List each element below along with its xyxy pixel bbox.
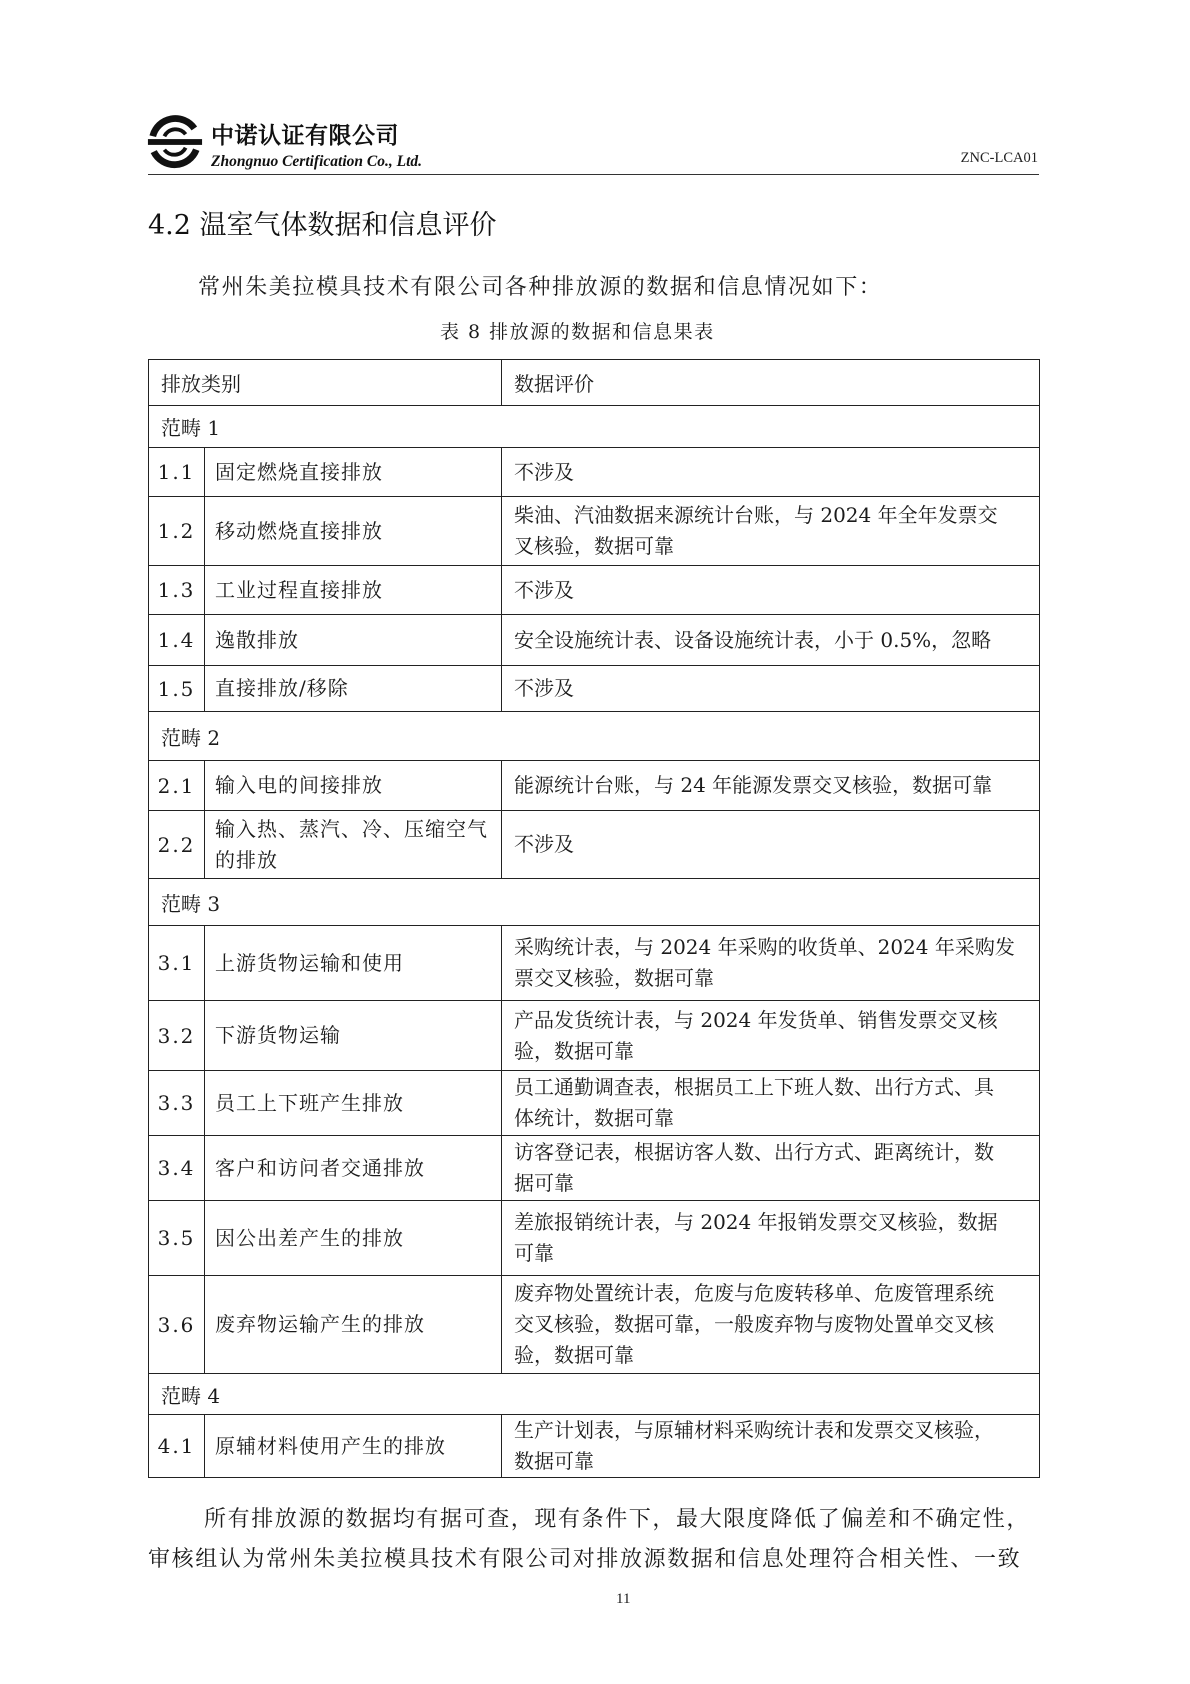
conclusion-paragraph-line: 审核组认为常州朱美拉模具技术有限公司对排放源数据和信息处理符合相关性、一致 bbox=[148, 1547, 1022, 1572]
evaluation-line: 能源统计台账，与 24 年能源发票交叉核验，数据可靠 bbox=[514, 773, 993, 797]
source-name bbox=[205, 1001, 502, 1071]
table-row bbox=[149, 566, 1040, 615]
table-row bbox=[149, 1136, 1040, 1201]
category-row bbox=[149, 712, 1040, 761]
evaluation-line: 员工通勤调查表，根据员工上下班人数、出行方式、具 bbox=[514, 1075, 994, 1099]
emission-source-table bbox=[148, 359, 1039, 1478]
category-row bbox=[149, 1374, 1040, 1415]
row-number: 4.1 bbox=[149, 1415, 205, 1478]
document-code: ZNC-LCA01 bbox=[960, 150, 1038, 166]
source-name-line: 原辅材料使用产生的排放 bbox=[215, 1433, 446, 1458]
source-name-line: 客户和访问者交通排放 bbox=[215, 1155, 425, 1180]
source-name-line: 输入热、蒸汽、冷、压缩空气 bbox=[215, 816, 488, 841]
header-emission-category: 排放类别 bbox=[149, 360, 502, 406]
source-name-line: 上游货物运输和使用 bbox=[215, 950, 404, 975]
row-number: 1.5 bbox=[149, 666, 205, 712]
evaluation-line: 不涉及 bbox=[514, 459, 574, 484]
data-evaluation bbox=[502, 497, 1040, 566]
source-name-line: 输入电的间接排放 bbox=[215, 773, 383, 797]
category-row bbox=[149, 406, 1040, 448]
row-number: 3.4 bbox=[149, 1136, 205, 1201]
data-evaluation bbox=[502, 448, 1040, 497]
conclusion-paragraph-line: 所有排放源的数据均有据可查，现有条件下，最大限度降低了偏差和不确定性， bbox=[204, 1507, 1031, 1532]
table-row bbox=[149, 448, 1040, 497]
evaluation-line: 访客登记表，根据访客人数、出行方式、距离统计，数 bbox=[514, 1140, 994, 1164]
table-row bbox=[149, 1071, 1040, 1136]
company-name-en: Zhongnuo Certification Co., Ltd. bbox=[211, 153, 423, 170]
evaluation-line: 废弃物处置统计表，危废与危废转移单、危废管理系统 bbox=[514, 1281, 994, 1305]
source-name-line: 直接排放/移除 bbox=[215, 676, 349, 700]
evaluation-line: 交叉核验，数据可靠，一般废弃物与废物处置单交叉核 bbox=[514, 1312, 994, 1336]
table-row bbox=[149, 926, 1040, 1001]
source-name-line: 的排放 bbox=[215, 847, 278, 872]
evaluation-line: 票交叉核验，数据可靠 bbox=[514, 966, 714, 990]
source-name bbox=[205, 497, 502, 566]
row-number: 1.4 bbox=[149, 615, 205, 666]
table-row bbox=[149, 1415, 1040, 1478]
evaluation-line: 不涉及 bbox=[514, 676, 574, 700]
source-name-line: 移动燃烧直接排放 bbox=[215, 518, 383, 543]
evaluation-line: 验，数据可靠 bbox=[514, 1038, 634, 1063]
row-number: 3.2 bbox=[149, 1001, 205, 1071]
data-evaluation bbox=[502, 761, 1040, 811]
evaluation-line: 体统计，数据可靠 bbox=[514, 1106, 674, 1130]
evaluation-line: 据可靠 bbox=[514, 1171, 574, 1195]
data-evaluation bbox=[502, 1276, 1040, 1374]
table-row bbox=[149, 497, 1040, 566]
category-label: 范畴 4 bbox=[149, 1374, 1040, 1415]
table-row bbox=[149, 615, 1040, 666]
source-name-line: 固定燃烧直接排放 bbox=[215, 459, 383, 484]
category-row bbox=[149, 879, 1040, 926]
evaluation-line: 验，数据可靠 bbox=[514, 1343, 634, 1367]
data-evaluation bbox=[502, 566, 1040, 615]
data-evaluation bbox=[502, 1071, 1040, 1136]
data-evaluation bbox=[502, 666, 1040, 712]
section-heading: 4.2 温室气体数据和信息评价 bbox=[148, 210, 497, 241]
data-evaluation bbox=[502, 1001, 1040, 1071]
evaluation-line: 不涉及 bbox=[514, 832, 574, 856]
evaluation-line: 柴油、汽油数据来源统计台账，与 2024 年全年发票交 bbox=[514, 503, 998, 527]
evaluation-line: 叉核验，数据可靠 bbox=[514, 534, 674, 558]
table-row bbox=[149, 1201, 1040, 1276]
data-evaluation bbox=[502, 1415, 1040, 1478]
source-name-line: 因公出差产生的排放 bbox=[215, 1225, 404, 1250]
source-name bbox=[205, 761, 502, 811]
table-row bbox=[149, 1276, 1040, 1374]
page-number: 11 bbox=[616, 1591, 631, 1607]
row-number: 2.1 bbox=[149, 761, 205, 811]
source-name bbox=[205, 448, 502, 497]
evaluation-line: 可靠 bbox=[514, 1241, 554, 1265]
source-name-line: 逸散排放 bbox=[215, 627, 299, 652]
source-name bbox=[205, 811, 502, 879]
company-name-cn: 中诺认证有限公司 bbox=[211, 123, 399, 149]
category-label: 范畴 2 bbox=[149, 712, 1040, 761]
source-name bbox=[205, 666, 502, 712]
data-evaluation bbox=[502, 1136, 1040, 1201]
source-name-line: 下游货物运输 bbox=[215, 1023, 341, 1047]
row-number: 3.1 bbox=[149, 926, 205, 1001]
table-row bbox=[149, 1001, 1040, 1071]
row-number: 1.3 bbox=[149, 566, 205, 615]
evaluation-line: 不涉及 bbox=[514, 577, 574, 602]
evaluation-line: 采购统计表，与 2024 年采购的收货单、2024 年采购发 bbox=[514, 935, 1015, 959]
evaluation-line: 产品发货统计表，与 2024 年发货单、销售发票交叉核 bbox=[514, 1007, 998, 1032]
row-number: 3.6 bbox=[149, 1276, 205, 1374]
row-number: 3.5 bbox=[149, 1201, 205, 1276]
source-name bbox=[205, 615, 502, 666]
source-name bbox=[205, 1201, 502, 1276]
source-name bbox=[205, 1136, 502, 1201]
header-rule bbox=[148, 174, 1039, 175]
table-row bbox=[149, 811, 1040, 879]
source-name bbox=[205, 1276, 502, 1374]
table-caption: 表 8 排放源的数据和信息果表 bbox=[440, 321, 715, 343]
table-row bbox=[149, 666, 1040, 712]
source-name bbox=[205, 566, 502, 615]
header-data-evaluation: 数据评价 bbox=[502, 360, 1040, 406]
source-name-line: 废弃物运输产生的排放 bbox=[215, 1312, 425, 1336]
category-label: 范畴 1 bbox=[149, 406, 1040, 448]
source-name bbox=[205, 1071, 502, 1136]
intro-paragraph: 常州朱美拉模具技术有限公司各种排放源的数据和信息情况如下： bbox=[198, 275, 883, 300]
evaluation-line: 安全设施统计表、设备设施统计表，小于 0.5%，忽略 bbox=[514, 627, 992, 652]
data-evaluation bbox=[502, 926, 1040, 1001]
data-evaluation bbox=[502, 615, 1040, 666]
evaluation-line: 生产计划表，与原辅材料采购统计表和发票交叉核验， bbox=[514, 1418, 994, 1442]
category-label: 范畴 3 bbox=[149, 879, 1040, 926]
evaluation-line: 差旅报销统计表，与 2024 年报销发票交叉核验，数据 bbox=[514, 1210, 998, 1234]
source-name-line: 员工上下班产生排放 bbox=[215, 1090, 404, 1115]
row-number: 1.2 bbox=[149, 497, 205, 566]
source-name bbox=[205, 1415, 502, 1478]
row-number: 2.2 bbox=[149, 811, 205, 879]
data-evaluation bbox=[502, 811, 1040, 879]
row-number: 1.1 bbox=[149, 448, 205, 497]
row-number: 3.3 bbox=[149, 1071, 205, 1136]
zhongnuo-logo-icon bbox=[146, 112, 204, 172]
source-name-line: 工业过程直接排放 bbox=[215, 577, 383, 602]
table-row bbox=[149, 761, 1040, 811]
evaluation-line: 数据可靠 bbox=[514, 1449, 594, 1473]
data-evaluation bbox=[502, 1201, 1040, 1276]
table-header-row bbox=[149, 360, 1040, 406]
source-name bbox=[205, 926, 502, 1001]
